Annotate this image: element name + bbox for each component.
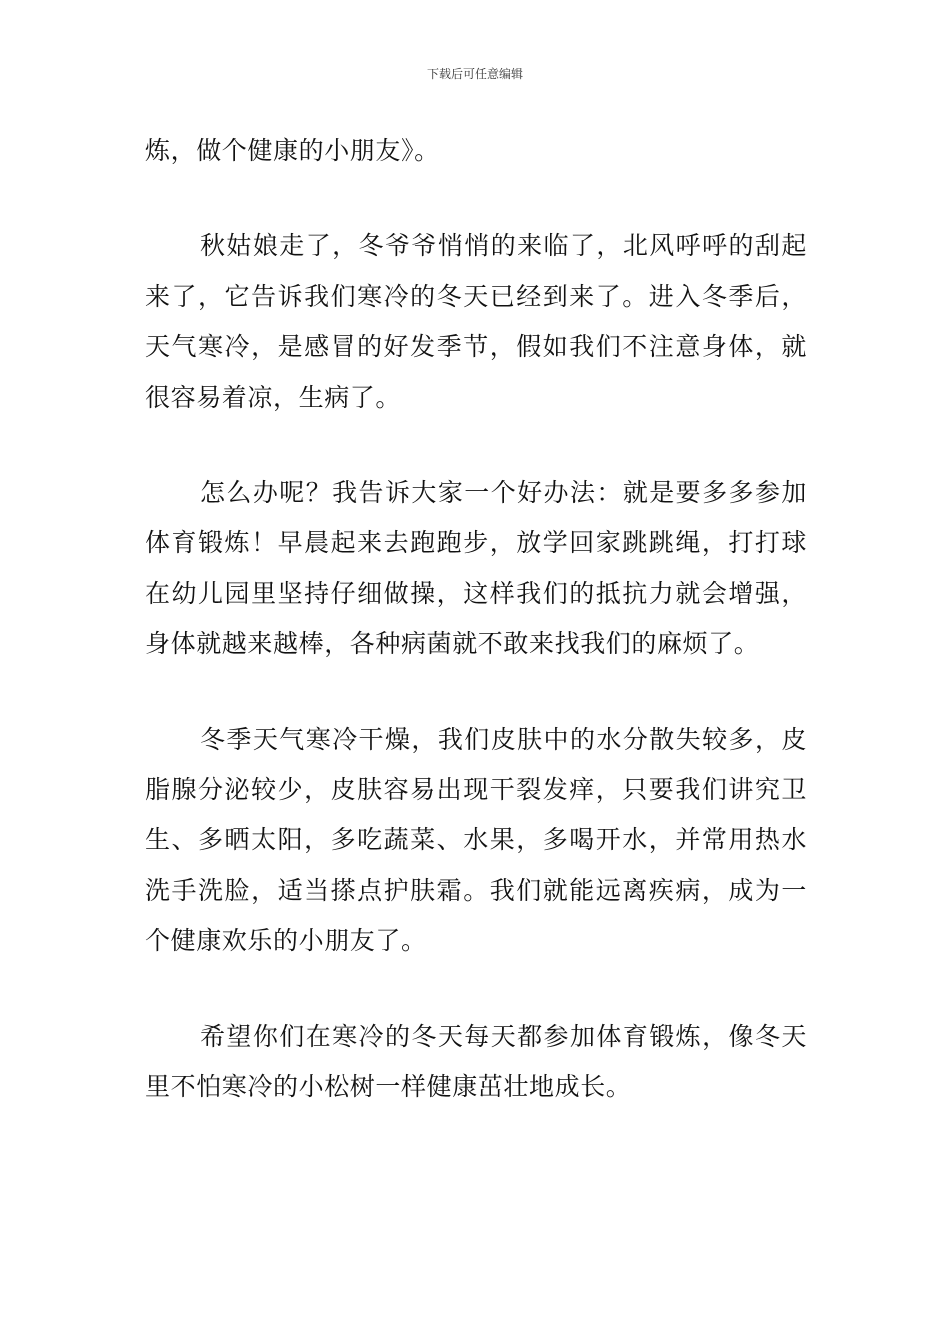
paragraph-exercise: 怎么办呢？我告诉大家一个好办法：就是要多多参加体育锻炼！早晨起来去跑跑步，放学回家跳跳绳，打打球在幼儿园里坚持仔细做操，这样我们的抵抗力就会增强，身体就越来越棒，各种病菌就不敢来找我们的麻烦了。 (145, 478, 807, 659)
paragraph-continuation: 炼，做个健康的小朋友》。 (145, 136, 440, 165)
paragraph-skin-care: 冬季天气寒冷干燥，我们皮肤中的水分散失较多，皮脂腺分泌较少，皮肤容易出现干裂发痒，只要我们讲究卫生、多晒太阳，多吃蔬菜、水果，多喝开水，并常用热水洗手洗脸，适当搽点护肤霜。我们就能远离疾病，成为一个健康欢乐的小朋友了。 (145, 724, 807, 956)
paragraph-closing-wish: 希望你们在寒冷的冬天每天都参加体育锻炼，像冬天里不怕寒冷的小松树一样健康茁壮地成长。 (145, 1021, 807, 1102)
paragraph-autumn-winter: 秋姑娘走了，冬爷爷悄悄的来临了，北风呼呼的刮起来了，它告诉我们寒冷的冬天已经到来了。进入冬季后，天气寒冷，是感冒的好发季节，假如我们不注意身体，就很容易着凉，生病了。 (145, 231, 807, 412)
document-body (145, 126, 807, 1113)
page-header: 下载后可任意编辑 (426, 67, 523, 81)
